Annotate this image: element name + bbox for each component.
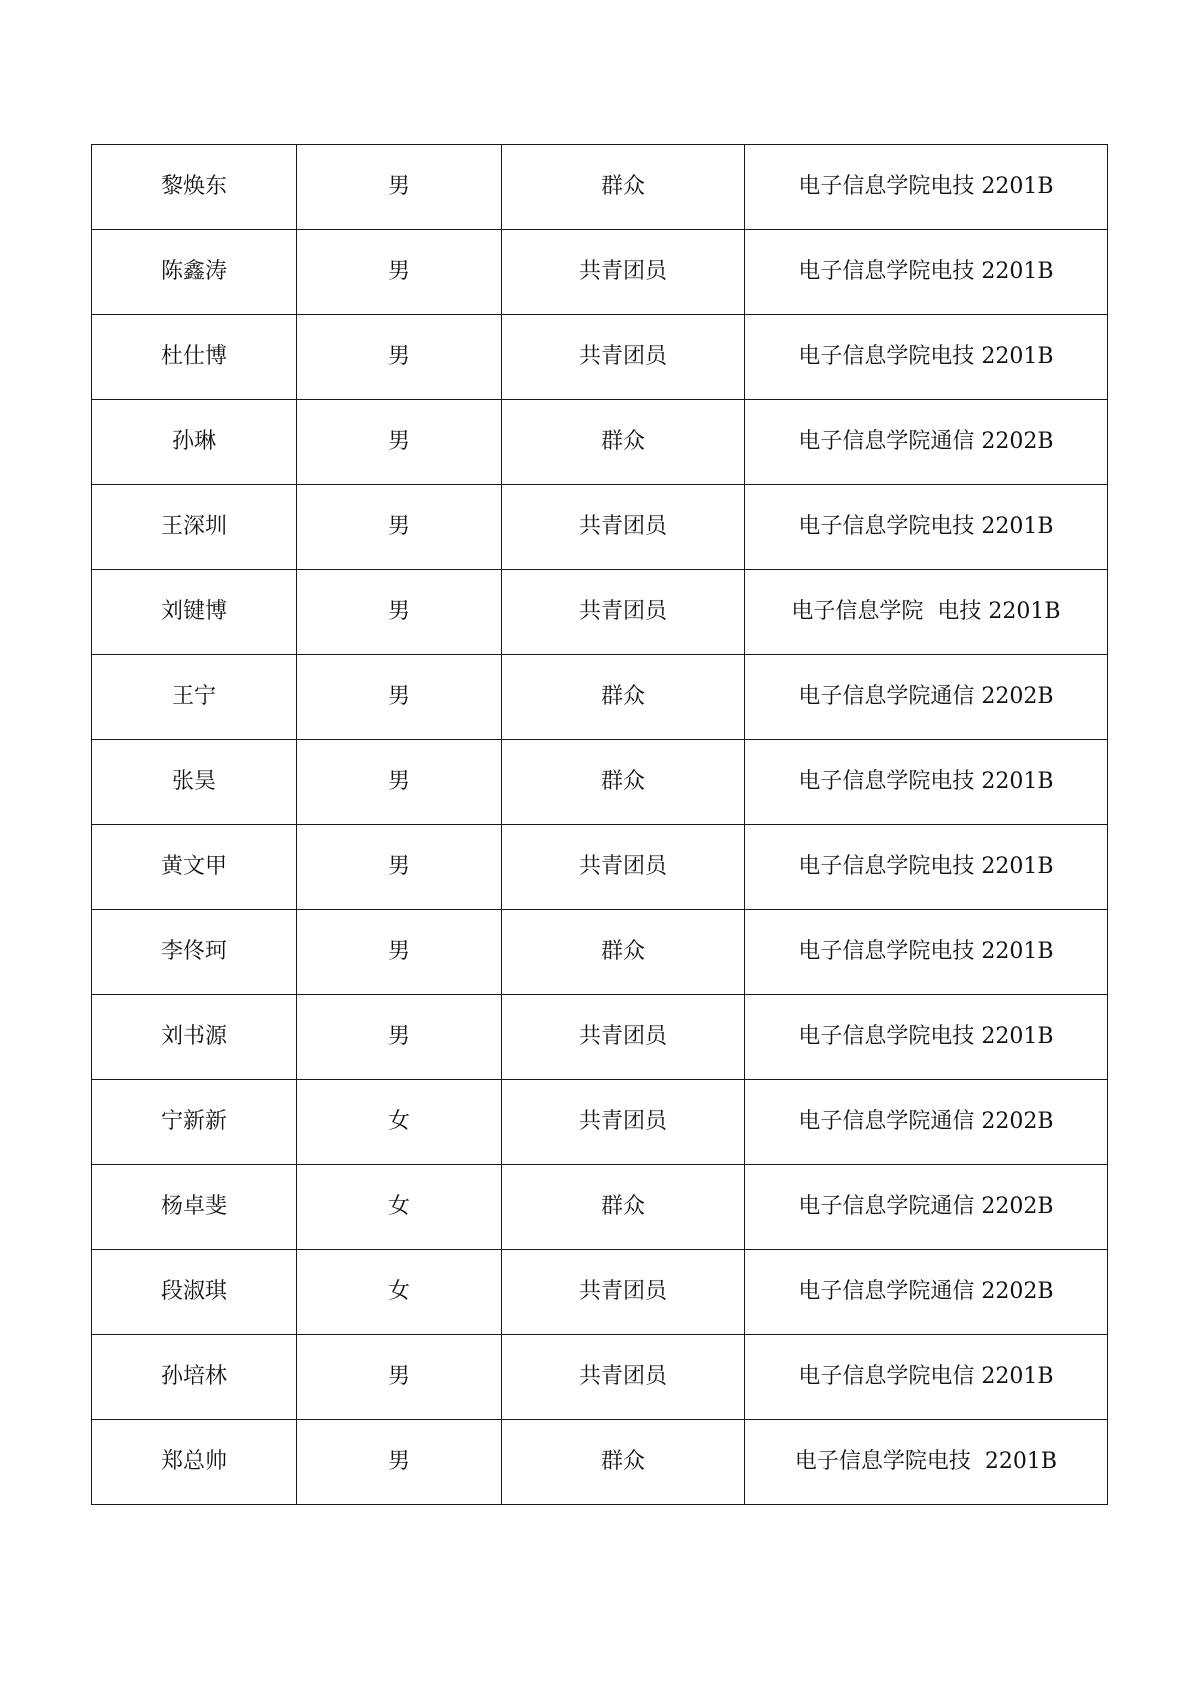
member-table-body	[92, 145, 1108, 1505]
name-cell: 李佟珂	[92, 910, 297, 995]
political-status-cell: 群众	[502, 910, 745, 995]
table-row	[92, 655, 1108, 740]
unit-cell: 电子信息学院电技 2201B	[745, 315, 1108, 400]
name-cell: 张昊	[92, 740, 297, 825]
gender-cell: 男	[297, 910, 502, 995]
gender-cell: 男	[297, 230, 502, 315]
political-status-cell: 共青团员	[502, 1080, 745, 1165]
unit-cell: 电子信息学院电技 2201B	[745, 145, 1108, 230]
unit-cell: 电子信息学院电技 2201B	[745, 230, 1108, 315]
political-status-cell: 共青团员	[502, 1250, 745, 1335]
name-cell: 王宁	[92, 655, 297, 740]
table-row	[92, 740, 1108, 825]
gender-cell: 女	[297, 1250, 502, 1335]
gender-cell: 男	[297, 570, 502, 655]
gender-cell: 男	[297, 995, 502, 1080]
gender-cell: 女	[297, 1165, 502, 1250]
political-status-cell: 群众	[502, 740, 745, 825]
table-row	[92, 1335, 1108, 1420]
political-status-cell: 共青团员	[502, 570, 745, 655]
unit-cell: 电子信息学院电技 2201B	[745, 825, 1108, 910]
gender-cell: 男	[297, 145, 502, 230]
name-cell: 宁新新	[92, 1080, 297, 1165]
political-status-cell: 共青团员	[502, 995, 745, 1080]
gender-cell: 男	[297, 740, 502, 825]
unit-cell: 电子信息学院通信 2202B	[745, 1080, 1108, 1165]
political-status-cell: 群众	[502, 400, 745, 485]
name-cell: 孙琳	[92, 400, 297, 485]
name-cell: 陈鑫涛	[92, 230, 297, 315]
political-status-cell: 群众	[502, 1420, 745, 1505]
name-cell: 刘键博	[92, 570, 297, 655]
gender-cell: 男	[297, 485, 502, 570]
table-row	[92, 230, 1108, 315]
gender-cell: 男	[297, 1335, 502, 1420]
table-row	[92, 1420, 1108, 1505]
gender-cell: 男	[297, 315, 502, 400]
gender-cell: 男	[297, 825, 502, 910]
gender-cell: 女	[297, 1080, 502, 1165]
name-cell: 孙培林	[92, 1335, 297, 1420]
name-cell: 段淑琪	[92, 1250, 297, 1335]
unit-cell: 电子信息学院通信 2202B	[745, 1250, 1108, 1335]
table-row	[92, 400, 1108, 485]
gender-cell: 男	[297, 400, 502, 485]
table-row	[92, 570, 1108, 655]
unit-cell: 电子信息学院通信 2202B	[745, 1165, 1108, 1250]
gender-cell: 男	[297, 1420, 502, 1505]
name-cell: 刘书源	[92, 995, 297, 1080]
name-cell: 黎焕东	[92, 145, 297, 230]
table-row	[92, 485, 1108, 570]
name-cell: 杜仕博	[92, 315, 297, 400]
unit-cell: 电子信息学院电技 2201B	[745, 995, 1108, 1080]
table-row	[92, 995, 1108, 1080]
political-status-cell: 共青团员	[502, 825, 745, 910]
political-status-cell: 共青团员	[502, 485, 745, 570]
political-status-cell: 群众	[502, 655, 745, 740]
unit-cell: 电子信息学院通信 2202B	[745, 400, 1108, 485]
table-row	[92, 1165, 1108, 1250]
name-cell: 王深圳	[92, 485, 297, 570]
name-cell: 郑总帅	[92, 1420, 297, 1505]
unit-cell: 电子信息学院 电技 2201B	[745, 570, 1108, 655]
name-cell: 黄文甲	[92, 825, 297, 910]
unit-cell: 电子信息学院电技 2201B	[745, 1420, 1108, 1505]
member-table	[91, 144, 1108, 1505]
gender-cell: 男	[297, 655, 502, 740]
table-row	[92, 825, 1108, 910]
table-row	[92, 145, 1108, 230]
unit-cell: 电子信息学院电技 2201B	[745, 740, 1108, 825]
political-status-cell: 共青团员	[502, 230, 745, 315]
political-status-cell: 共青团员	[502, 1335, 745, 1420]
table-row	[92, 1080, 1108, 1165]
political-status-cell: 群众	[502, 145, 745, 230]
unit-cell: 电子信息学院电信 2201B	[745, 1335, 1108, 1420]
political-status-cell: 群众	[502, 1165, 745, 1250]
table-row	[92, 1250, 1108, 1335]
name-cell: 杨卓斐	[92, 1165, 297, 1250]
political-status-cell: 共青团员	[502, 315, 745, 400]
unit-cell: 电子信息学院通信 2202B	[745, 655, 1108, 740]
unit-cell: 电子信息学院电技 2201B	[745, 910, 1108, 995]
table-row	[92, 315, 1108, 400]
table-row	[92, 910, 1108, 995]
unit-cell: 电子信息学院电技 2201B	[745, 485, 1108, 570]
